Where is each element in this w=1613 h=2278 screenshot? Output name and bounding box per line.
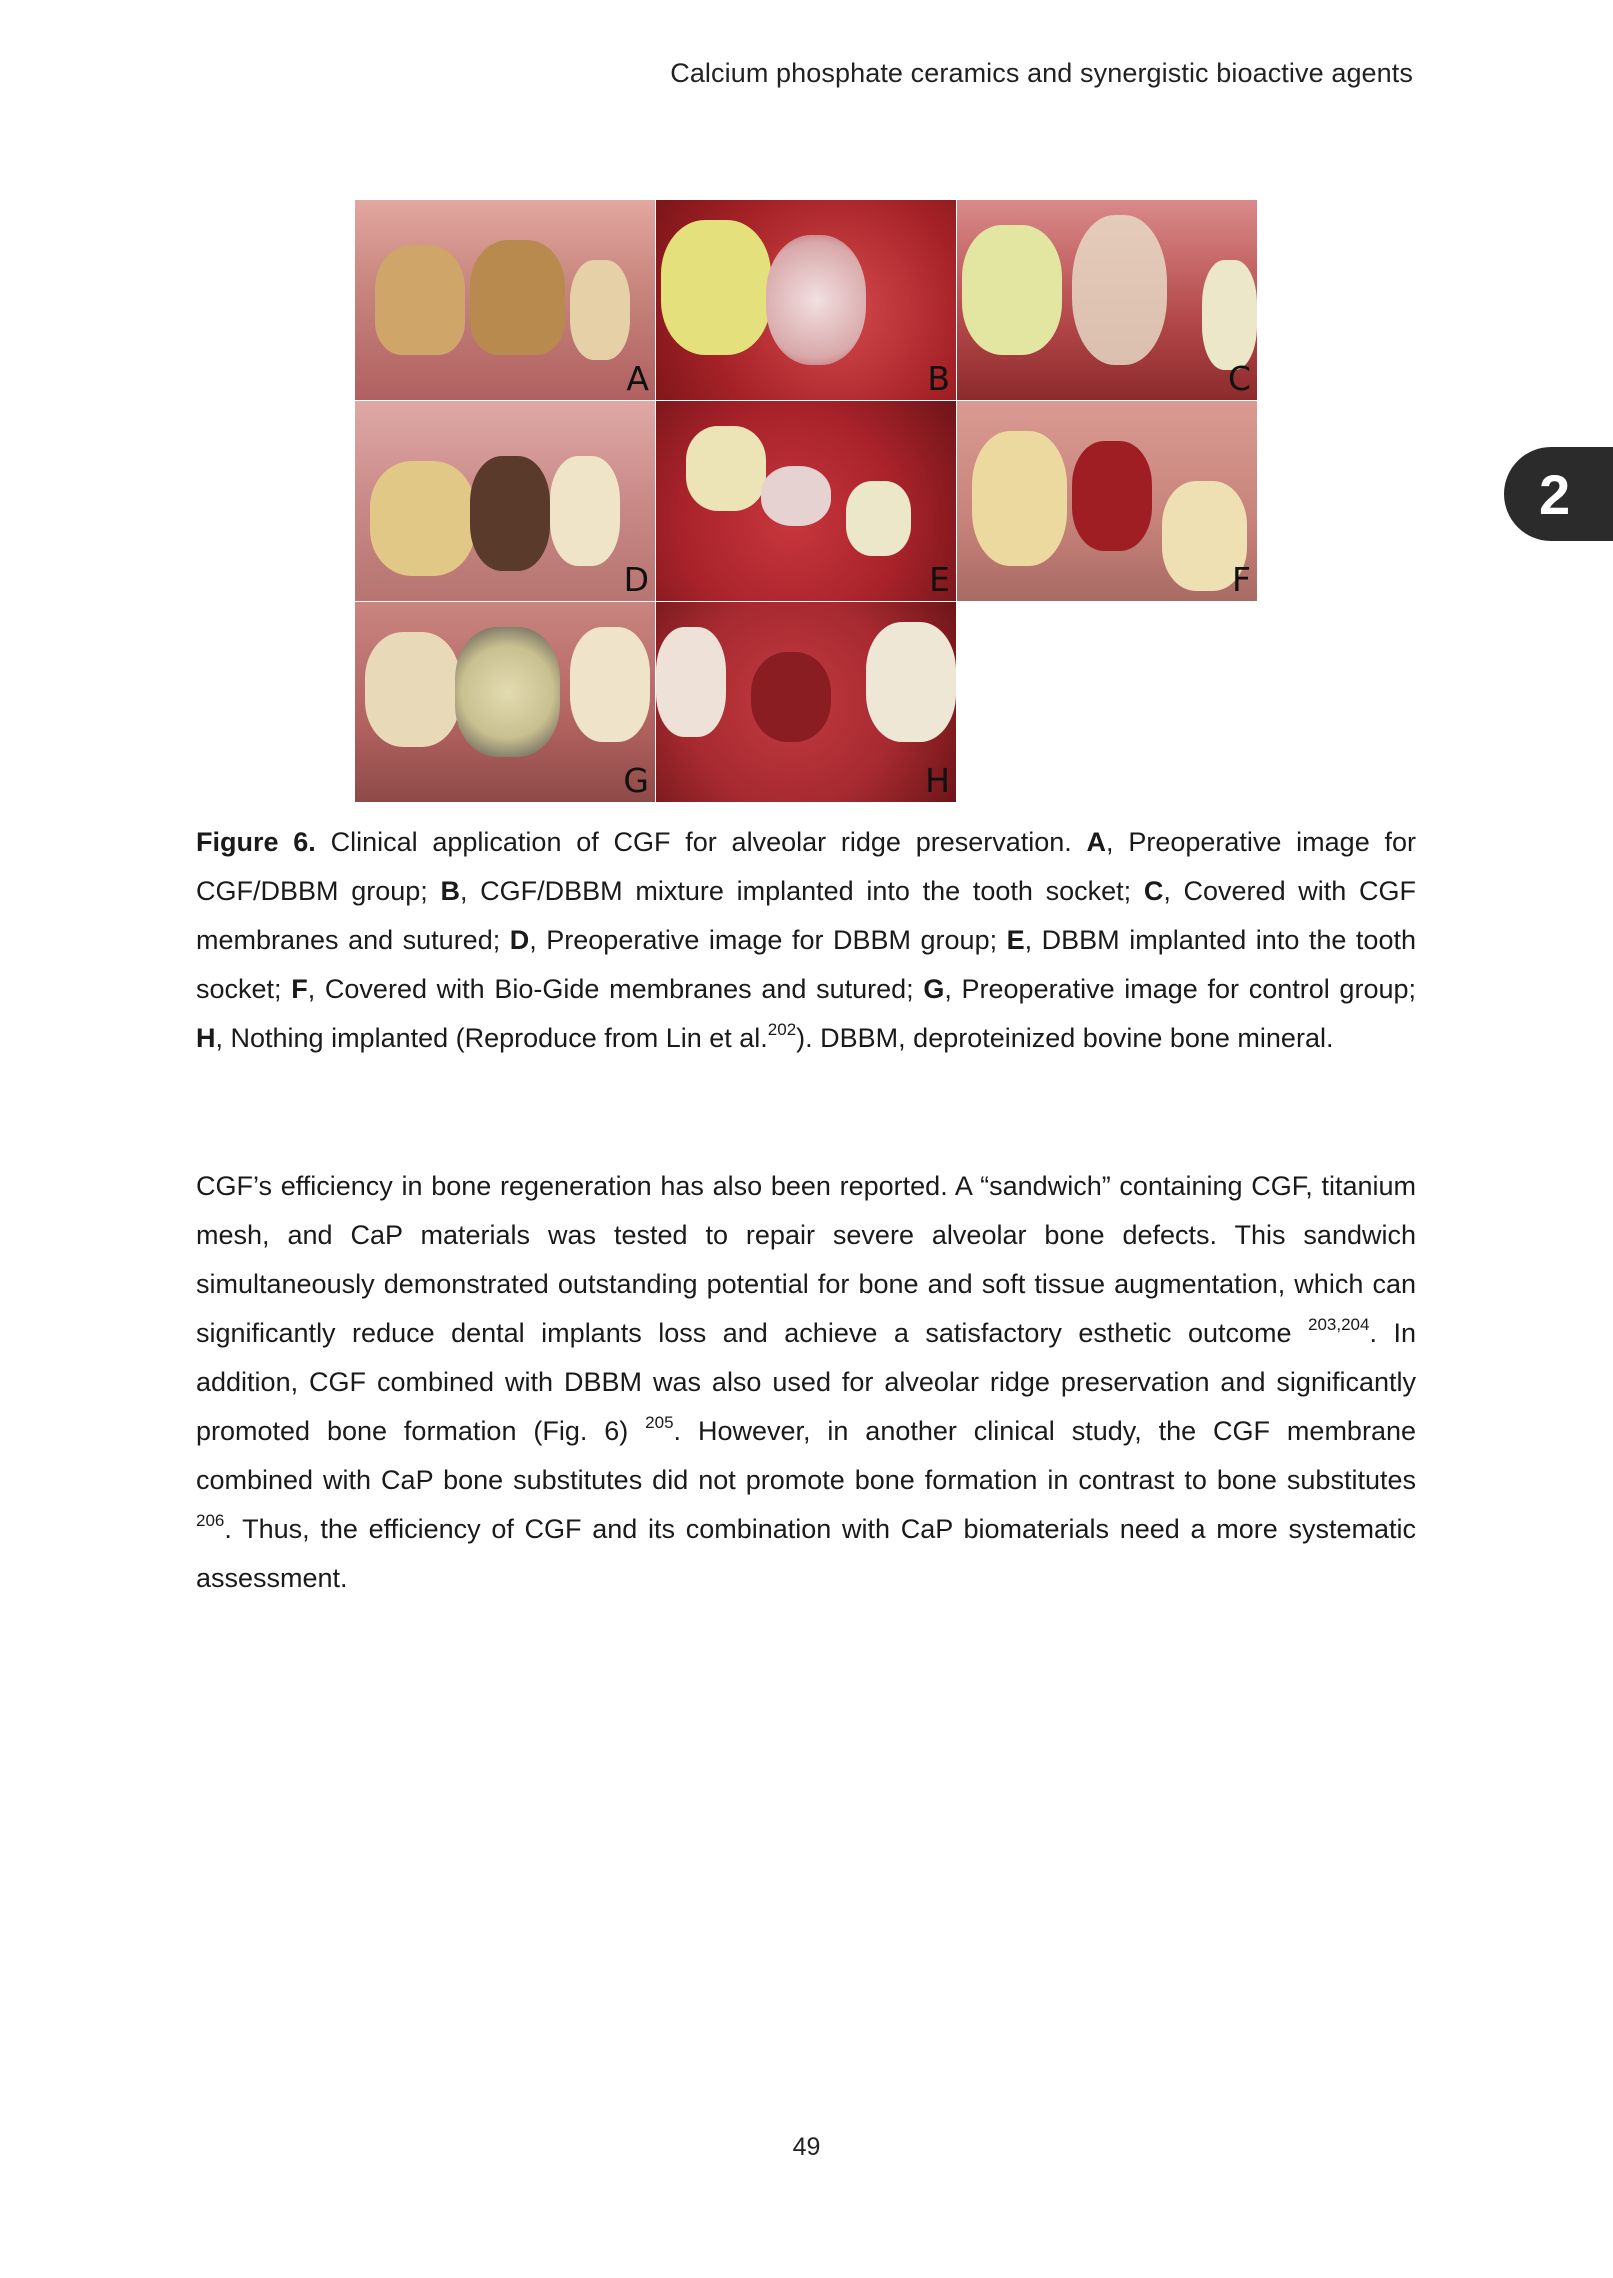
body-paragraph [196, 1162, 1416, 1603]
panel-h-tooth-2 [866, 622, 956, 742]
panel-a-tooth-2 [470, 240, 565, 355]
figure-panel-a [355, 200, 655, 400]
caption-panel-ref: G [923, 974, 945, 1004]
figure-panel-g [355, 602, 655, 802]
panel-label-e: E [929, 560, 950, 599]
panel-g-tooth-3 [570, 627, 650, 742]
panel-label-g: G [623, 761, 649, 800]
figure-panel-e [656, 401, 956, 601]
panel-c-tooth-2 [1202, 260, 1257, 370]
page-number: 49 [792, 2133, 821, 2161]
panel-e-tooth-1 [686, 426, 766, 511]
caption-text: ). DBBM, deproteinized bovine bone mineral. [796, 1023, 1334, 1053]
body-text: . In addition, CGF combined with DBBM was also used for alveolar ridge preservation and significantly promoted bone formation (Fig. 6) [196, 1318, 1416, 1446]
figure-panel-h [656, 602, 956, 802]
body-text: . However, in another clinical study, the CGF membrane combined with CaP bone substitutes did not promote bone formation in contrast to bone substitutes [196, 1416, 1416, 1495]
figure-panel-b [656, 200, 956, 400]
body-text: CGF’s efficiency in bone regeneration has also been reported. A “sandwich” containing CGF, titanium mesh, and CaP materials was tested to repair severe alveolar bone defects. This sandwich simultaneously demonstrated outstanding potential for bone and soft tissue augmentation, which can significantly reduce dental implants loss and achieve a satisfactory esthetic outcome [196, 1171, 1416, 1348]
panel-c-membrane [1072, 215, 1167, 365]
caption-panel-ref: B [440, 876, 460, 906]
caption-panel-ref: A [1086, 827, 1107, 857]
running-header: Calcium phosphate ceramics and synergistic bioactive agents [670, 58, 1413, 88]
panel-f-sutured-membrane [1072, 441, 1152, 551]
panel-d-decayed-tooth [470, 456, 550, 571]
panel-label-f: F [1232, 560, 1251, 599]
caption-text: , Covered with CGF membranes and sutured; [196, 876, 1416, 955]
caption-citation: 202 [767, 1020, 797, 1039]
body-citation: 206 [196, 1511, 225, 1530]
panel-g-tooth-1 [365, 632, 460, 747]
panel-c-tooth [962, 225, 1062, 355]
panel-a-tooth-1 [375, 245, 465, 355]
panel-f-tooth-1 [972, 431, 1067, 566]
panel-label-c: C [1227, 359, 1251, 398]
caption-panel-ref: D [509, 925, 530, 955]
caption-text: Clinical application of CGF for alveolar ridge preservation. [315, 827, 1087, 857]
caption-text: , Preoperative image for CGF/DBBM group; [196, 827, 1416, 906]
panel-b-tooth [661, 220, 771, 355]
caption-panel-ref: E [1006, 925, 1025, 955]
caption-figure-label: Figure 6. [196, 827, 316, 857]
figure-6-photo-grid [355, 200, 1257, 801]
caption-panel-ref: C [1143, 876, 1164, 906]
body-citation: 203,204 [1308, 1315, 1370, 1334]
caption-text: , Preoperative image for DBBM group; [529, 925, 1007, 955]
panel-label-h: H [925, 761, 950, 800]
caption-text: , Covered with Bio-Gide membranes and sutured; [307, 974, 924, 1004]
caption-panel-ref: H [196, 1023, 216, 1053]
body-citation: 205 [645, 1413, 674, 1432]
figure-panel-d [355, 401, 655, 601]
caption-text: , Preoperative image for control group; [944, 974, 1416, 1004]
panel-d-tooth-3 [550, 456, 620, 566]
panel-h-empty-socket [751, 652, 831, 742]
caption-text: , DBBM implanted into the tooth socket; [196, 925, 1416, 1004]
panel-b-graft-material [766, 235, 866, 365]
panel-e-tooth-2 [846, 481, 911, 556]
caption-panel-ref: F [291, 974, 308, 1004]
caption-text: , Nothing implanted (Reproduce from Lin et al. [215, 1023, 768, 1053]
figure-6-caption [196, 818, 1416, 1063]
panel-label-a: A [626, 359, 649, 398]
body-text: . Thus, the efficiency of CGF and its combination with CaP biomaterials need a more systematic assessment. [196, 1514, 1416, 1593]
figure-panel-f [957, 401, 1257, 601]
panel-label-b: B [927, 359, 950, 398]
figure-panel-c [957, 200, 1257, 400]
panel-h-tooth-1 [656, 627, 726, 737]
caption-text: , CGF/DBBM mixture implanted into the tooth socket; [459, 876, 1144, 906]
chapter-tab: 2 [1504, 447, 1613, 541]
panel-d-tooth-1 [370, 461, 475, 576]
panel-g-filled-tooth [455, 627, 560, 757]
panel-e-graft [761, 466, 831, 526]
panel-a-tooth-3 [570, 260, 630, 360]
panel-label-d: D [623, 560, 649, 599]
